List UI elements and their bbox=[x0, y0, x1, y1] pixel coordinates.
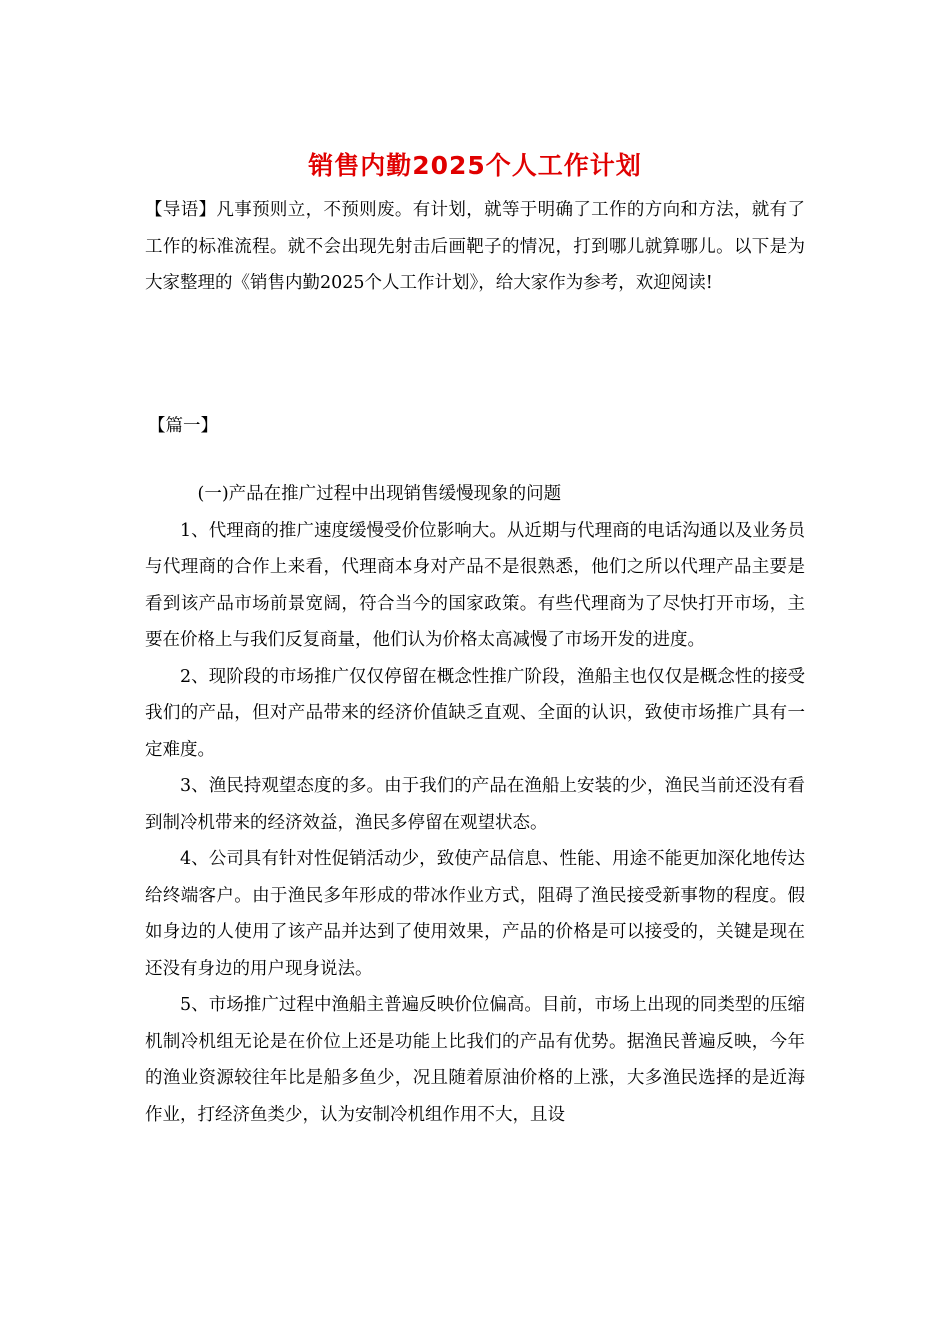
subheading: (一)产品在推广过程中出现销售缓慢现象的问题 bbox=[197, 484, 562, 504]
paragraph-1: 1、代理商的推广速度缓慢受价位影响大。从近期与代理商的电话沟通以及业务员与代理商的合作上来看，代理商本身对产品不是很熟悉，他们之所以代理产品主要是看到该产品市场前景宽阔，符合当今的国家政策。有些代理商为了尽快打开市场，主要在价格上与我们反复商量，他们认为价格太高减慢了市场开发的进度。 bbox=[145, 520, 805, 650]
paragraph-5: 5、市场推广过程中渔船主普遍反映价位偏高。目前，市场上出现的同类型的压缩机制冷机组无论是在价位上还是功能上比我们的产品有优势。据渔民普遍反映，今年的渔业资源较往年比是船多鱼少，况且随着原油价格的上涨，大多渔民选择的是近海作业，打经济鱼类少，认为安制冷机组作用不大，且设 bbox=[145, 995, 805, 1125]
paragraph-2: 2、现阶段的市场推广仅仅停留在概念性推广阶段，渔船主也仅仅是概念性的接受我们的产品，但对产品带来的经济价值缺乏直观、全面的认识，致使市场推广具有一定难度。 bbox=[145, 666, 805, 760]
intro-block bbox=[145, 192, 805, 302]
body-text bbox=[145, 476, 805, 1133]
paragraph-3: 3、渔民持观望态度的多。由于我们的产品在渔船上安装的少，渔民当前还没有看到制冷机带来的经济效益，渔民多停留在观望状态。 bbox=[145, 776, 805, 833]
document-title: 销售内勤2025个人工作计划 bbox=[308, 151, 642, 180]
section-label: 【篇一】 bbox=[148, 416, 218, 436]
intro-paragraph: 【导语】凡事预则立，不预则废。有计划，就等于明确了工作的方向和方法，就有了工作的标准流程。就不会出现先射击后画靶子的情况，打到哪儿就算哪儿。以下是为大家整理的《销售内勤2025个人工作计划》，给大家作为参考，欢迎阅读! bbox=[145, 200, 805, 293]
paragraph-4: 4、公司具有针对性促销活动少，致使产品信息、性能、用途不能更加深化地传达给终端客户。由于渔民多年形成的带冰作业方式，阻碍了渔民接受新事物的程度。假如身边的人使用了该产品并达到了使用效果，产品的价格是可以接受的，关键是现在还没有身边的用户现身说法。 bbox=[145, 849, 805, 979]
